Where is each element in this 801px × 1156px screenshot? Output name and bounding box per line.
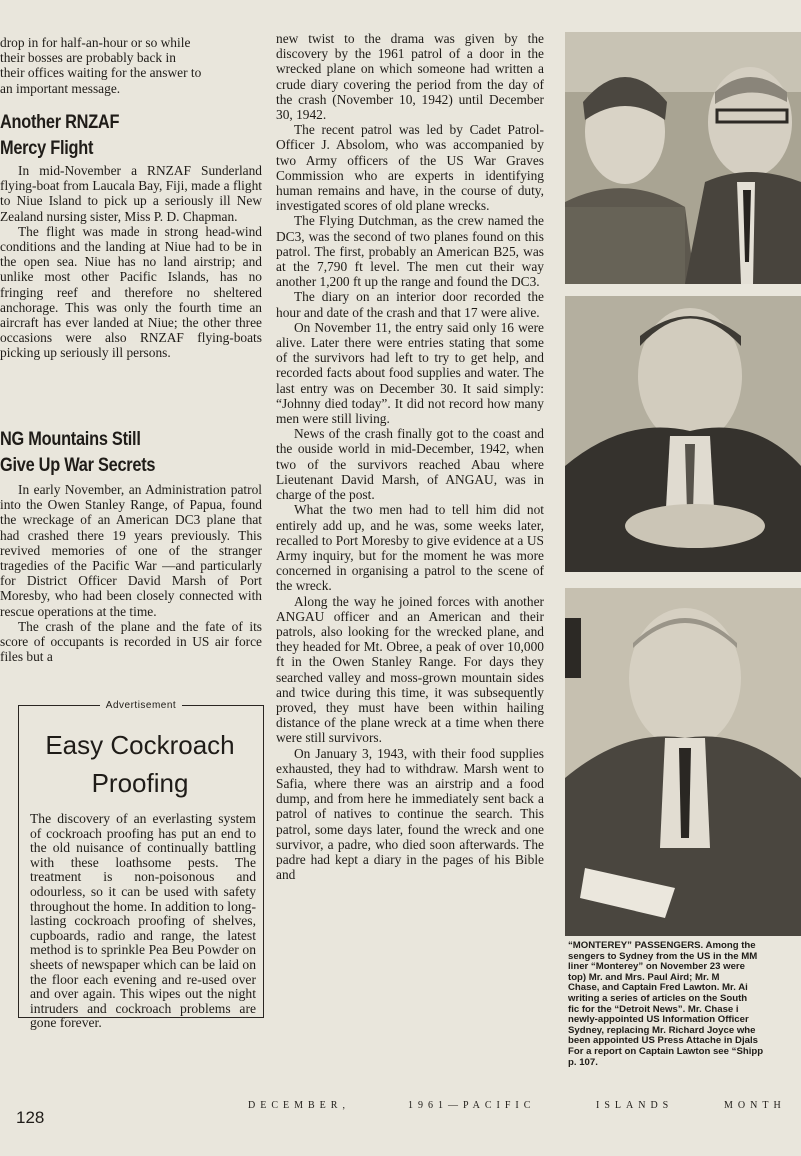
headline-ng-mountains <box>0 427 181 479</box>
paragraph: In mid-November a RNZAF Sunderland flying-boat from Laucala Bay, Fiji, made a flight to Niue Island to pick up a seriously ill New Zealand nursing sister, Miss P. D. Chapman. <box>0 163 262 224</box>
caption-line: liner “Monterey” on November 23 were <box>568 961 746 973</box>
footer-monthly: MONTH <box>724 1100 786 1111</box>
caption-line: writing a series of articles on the South <box>568 992 748 1004</box>
footer-islands: ISLANDS <box>596 1100 674 1111</box>
headline-rnzaf <box>0 110 139 162</box>
advertisement-body <box>30 812 256 1031</box>
photo-chase <box>565 296 801 572</box>
page-number: 128 <box>16 1108 45 1127</box>
caption-line: been appointed US Press Attache in Djals <box>568 1035 758 1047</box>
paragraph: On January 3, 1943, with their food supplies exhausted, they had to withdraw. Marsh went to Safia, where there was an airstrip and a food dump, and from here he immediately sent back a patrol of natives to continue the search. This patrol, some days later, found the wreck and one survivor, a padre, who died soon afterwards. The padre had kept a diary in the pages of his Bible and <box>276 745 544 883</box>
photo-illustration <box>565 588 801 936</box>
paragraph: new twist to the drama was given by the discovery by the 1961 patrol of a door in the wrecked plane on which someone had written a crude diary covering the period from the day of the crash (November 10, 1942) until December 30, 1942. <box>276 31 544 123</box>
footer-year-pacific: 1961—PACIFIC <box>408 1100 536 1111</box>
divider <box>18 705 100 706</box>
divider <box>182 705 264 706</box>
caption-line: “MONTEREY” PASSENGERS. Among the <box>568 941 756 951</box>
ad-title-line: Proofing <box>91 768 189 798</box>
paragraph: The flight was made in strong head-wind conditions and the landing at Niue had to be in the open sea. Niue has no land airstrip; and unlike most other Pacific Islands, has no fringing reef and therefore no sheltered anchorage. This was only the fourth time an aircraft has ever landed at Niue; the other three occasions were also RNZAF flying-boats picking up seriously ill persons. <box>0 223 262 361</box>
caption-line: top) Mr. and Mrs. Paul Aird; Mr. M <box>568 971 720 983</box>
headline-line: Give Up War Secrets <box>0 455 156 476</box>
continuation-line: their bosses are probably back in <box>0 50 176 66</box>
caption-line: fic for the “Detroit News”. Mr. Chase i <box>568 1003 739 1015</box>
article-ng-body <box>0 482 262 664</box>
headline-line: Mercy Flight <box>0 138 94 159</box>
continuation-line: their offices waiting for the answer to <box>0 65 202 81</box>
caption-line: p. 107. <box>568 1056 598 1068</box>
headline-line: Another RNZAF <box>0 112 120 133</box>
article-rnzaf-body <box>0 163 262 361</box>
ad-title-line: Easy Cockroach <box>45 730 235 760</box>
paragraph: News of the crash finally got to the coast and the ouside world in mid-December, 1942, when two of the survivors reached Abau where Lieutenant David Marsh, of ANGAU, was in charge of the post. <box>276 426 544 503</box>
caption-line: sengers to Sydney from the US in the MM <box>568 950 758 962</box>
advertisement-header <box>18 698 264 712</box>
continuation-line: an important message. <box>0 80 121 96</box>
paragraph: On November 11, the entry said only 16 were alive. Later there were entries stating that some of the survivors had left to try to get help, and recorded facts about food supplies and water. The last entry was on December 30. It said simply: “Johnny died today”. It did not record how many men were still living. <box>276 319 544 427</box>
advertisement-tag: Advertisement <box>105 699 177 711</box>
paragraph: The discovery of an everlasting system of cockroach proofing has put an end to the old nuisance of continually battling with these loathsome pests. The treatment is non-poisonous and odourless, so it can be used with safety throughout the home. In addition to long-lasting cockroach proofing of shelves, cupboards, radio and range, the latest method is to sprinkle Pea Beu Powder on sheets of newspaper which can be laid on the floor each evening and re-used over and over again. This wipes out the night intruders and cockroach problems are gone forever. <box>30 811 256 1031</box>
caption-line: Chase, and Captain Fred Lawton. Mr. Ai <box>568 982 748 994</box>
photo-lawton <box>565 588 801 936</box>
continuation-line: drop in for half-an-hour or so while <box>0 35 191 50</box>
caption-line: Sydney, replacing Mr. Richard Joyce whe <box>568 1024 756 1036</box>
photo-aird-couple <box>565 32 801 284</box>
footer-month: DECEMBER, <box>248 1100 350 1111</box>
paragraph: The recent patrol was led by Cadet Patrol-Officer J. Absolom, who was accompanied by two Army officers of the US War Graves Commission who are experts in identifying human remains and have, in the course of duty, investigated scores of old plane wrecks. <box>276 122 544 214</box>
photo-caption <box>568 941 801 1068</box>
photo-illustration <box>565 32 801 284</box>
paragraph: What the two men had to tell him did not entirely add up, and he was, some weeks later, recalled to Port Moresby to give evidence at a US Army inquiry, but for the moment he was more concerned in organising a patrol to the scene of the wreck. <box>276 502 544 594</box>
headline-line: NG Mountains Still <box>0 429 141 450</box>
article-continuation <box>276 31 544 882</box>
paragraph: The diary on an interior door recorded the hour and date of the crash and that 17 were alive. <box>276 289 544 320</box>
paragraph: In early November, an Administration patrol into the Owen Stanley Range, of Papua, found the wreckage of an American DC3 plane that had crashed there 19 years previously. This revived memories of one of the stranger tragedies of the Pacific War —and particularly for District Officer David Marsh of Port Moresby, who had been closely connected with rescue operations at the time. <box>0 482 262 619</box>
caption-line: newly-appointed US Information Officer <box>568 1014 749 1026</box>
advertisement-title <box>20 726 260 802</box>
paragraph: Along the way he joined forces with another ANGAU officer and an American and their patrols, also looking for the wrecked plane, and they headed for Mt. Obree, a peak of over 10,000 ft in the Owen Stanley Range. For days they searched valley and moss-grown mountain sides and twice during this time, it was subsequently proved, they must have been within hailing distance of the plane wreck at a time when there were still survivors. <box>276 593 544 746</box>
continuation-text <box>0 35 262 96</box>
photo-illustration <box>565 296 801 572</box>
caption-line: For a report on Captain Lawton see “Shipp <box>568 1045 764 1057</box>
paragraph: The Flying Dutchman, as the crew named the DC3, was the second of two planes found on this patrol. The first, probably an American B25, was at the 7,790 ft level. The men cut their way another 1,200 ft up the range and found the DC3. <box>276 213 544 290</box>
paragraph: The crash of the plane and the fate of its score of occupants is recorded in US air force files but a <box>0 618 262 665</box>
